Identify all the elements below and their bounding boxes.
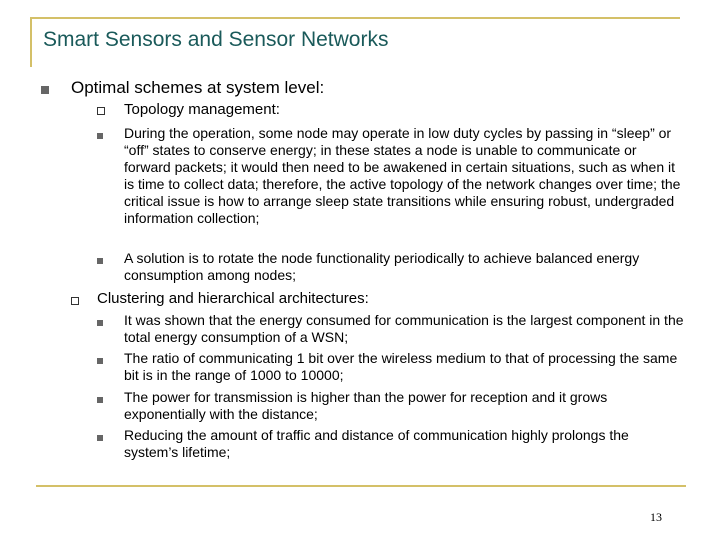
left-rule — [30, 17, 32, 67]
bullet-square — [97, 133, 103, 139]
section-label: Clustering and hierarchical architectures: — [97, 290, 369, 307]
list-item: A solution is to rotate the node functionality periodically to achieve balanced energy consumption among nodes; — [124, 250, 640, 283]
top-rule — [30, 17, 680, 19]
bottom-rule — [36, 485, 686, 487]
list-item: The power for transmission is higher than the power for reception and it grows exponentially with the distance; — [124, 389, 608, 422]
list-item: It was shown that the energy consumed for communication is the largest component in the total energy consumption of a WSN; — [124, 312, 684, 345]
bullet-square — [41, 86, 49, 94]
bullet-square — [97, 320, 103, 326]
list-item: During the operation, some node may operate in low duty cycles by passing in “sleep” or “off” states to conserve energy; in these states a node is unable to communicate or forward packets; it would then need to be awakened in certain situations, such as when it is time to collect data; therefore, the active topology of the network changes over time; the critical issue is how to arrange sleep state transitions while ensuring robust, undergraded information collection; — [124, 125, 681, 226]
list-item: The ratio of communicating 1 bit over the wireless medium to that of processing the same bit is in the range of 1000 to 10000; — [124, 350, 678, 383]
main-heading: Optimal schemes at system level: — [71, 78, 325, 97]
list-item: Reducing the amount of traffic and distance of communication highly prolongs the system’s lifetime; — [124, 427, 629, 460]
page-number: 13 — [650, 510, 662, 524]
bullet-hollow — [97, 107, 105, 115]
bullet-square — [97, 435, 103, 441]
bullet-square — [97, 358, 103, 364]
bullet-square — [97, 258, 103, 264]
bullet-square — [97, 397, 103, 403]
slide-title: Smart Sensors and Sensor Networks — [43, 28, 389, 51]
section-label: Topology management: — [124, 101, 280, 118]
bullet-hollow — [71, 297, 79, 305]
